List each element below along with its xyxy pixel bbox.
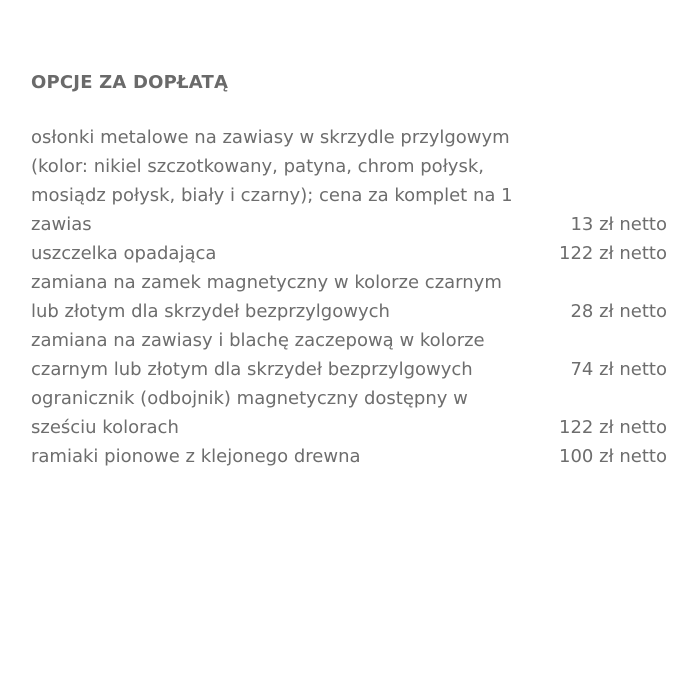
- option-price: 28 zł netto: [570, 301, 667, 322]
- option-price: 13 zł netto: [570, 214, 667, 235]
- option-description: zamiana na zawiasy i blachę zaczepową w kolorze czarnym lub złotym dla skrzydeł bezprzylgowych: [31, 330, 485, 380]
- section-heading: OPCJE ZA DOPŁATĄ: [31, 72, 229, 93]
- option-row: [31, 442, 667, 471]
- option-price: 74 zł netto: [570, 359, 667, 380]
- option-price: 122 zł netto: [559, 243, 667, 264]
- option-description: ramiaki pionowe z klejonego drewna: [31, 446, 361, 467]
- option-row: [31, 326, 667, 384]
- option-row: [31, 268, 667, 326]
- option-description: zamiana na zamek magnetyczny w kolorze czarnym lub złotym dla skrzydeł bezprzylgowych: [31, 272, 502, 322]
- options-list: [31, 123, 667, 471]
- option-row: [31, 123, 667, 239]
- option-description: uszczelka opadająca: [31, 243, 217, 264]
- option-price: 122 zł netto: [559, 417, 667, 438]
- price-list: [31, 70, 667, 471]
- option-description: ogranicznik (odbojnik) magnetyczny dostępny w sześciu kolorach: [31, 388, 468, 438]
- option-description: osłonki metalowe na zawiasy w skrzydle przylgowym (kolor: nikiel szczotkowany, patyna, chrom połysk, mosiądz połysk, biały i czarny); cena za komplet na 1 zawias: [31, 127, 513, 235]
- option-price: 100 zł netto: [559, 446, 667, 467]
- option-row: [31, 239, 667, 268]
- option-row: [31, 384, 667, 442]
